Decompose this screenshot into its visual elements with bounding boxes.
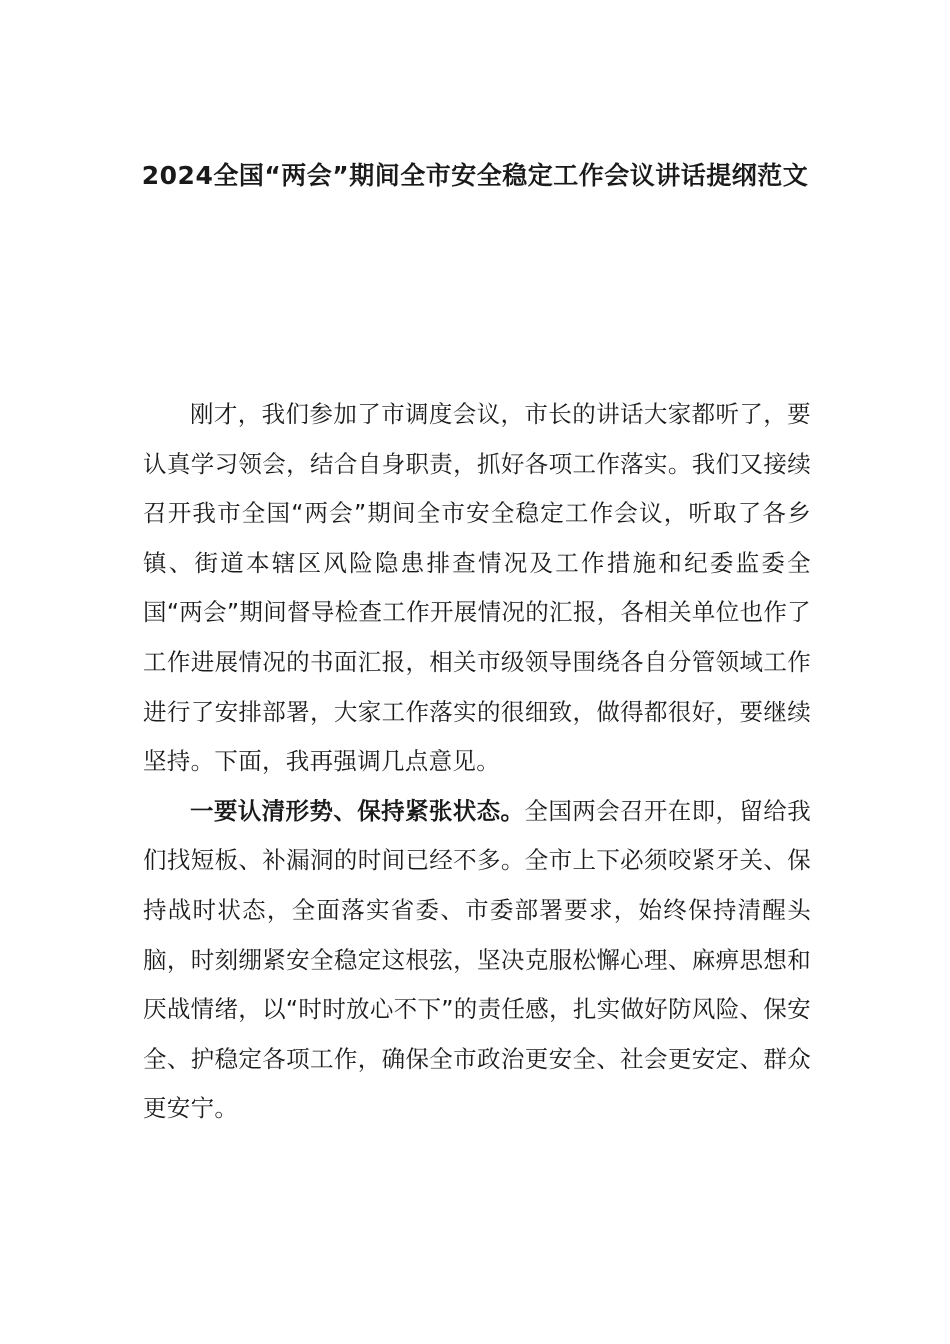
document-body [143,390,811,1134]
paragraph-opening [143,390,811,787]
paragraph-point-one [143,787,811,1134]
document-title: 2024全国“两会”期间全市安全稳定工作会议讲话提纲范文 [141,161,809,190]
paragraph-lead: 一要认清形势、保持紧张状态。 [190,796,525,825]
paragraph-text: 刚才，我们参加了市调度会议，市长的讲话大家都听了，要认真学习领会，结合自身职责，抓好各项工作落实。我们又接续召开我市全国“两会”期间全市安全稳定工作会议，听取了各乡镇、街道本辖区风险隐患排查情况及工作措施和纪委监委全国“两会”期间督导检查工作开展情况的汇报，各相关单位也作了工作进展情况的书面汇报，相关市级领导围绕各自分管领域工作进行了安排部署，大家工作落实的很细致，做得都很好，要继续坚持。下面，我再强调几点意见。 [143,400,811,776]
paragraph-text: 全国两会召开在即，留给我们找短板、补漏洞的时间已经不多。全市上下必须咬紧牙关、保持战时状态，全面落实省委、市委部署要求，始终保持清醒头脑，时刻绷紧安全稳定这根弦，坚决克服松懈心理、麻痹思想和厌战情绪，以“时时放心不下”的责任感，扎实做好防风险、保安全、护稳定各项工作，确保全市政治更安全、社会更安定、群众更安宁。 [143,796,811,1123]
